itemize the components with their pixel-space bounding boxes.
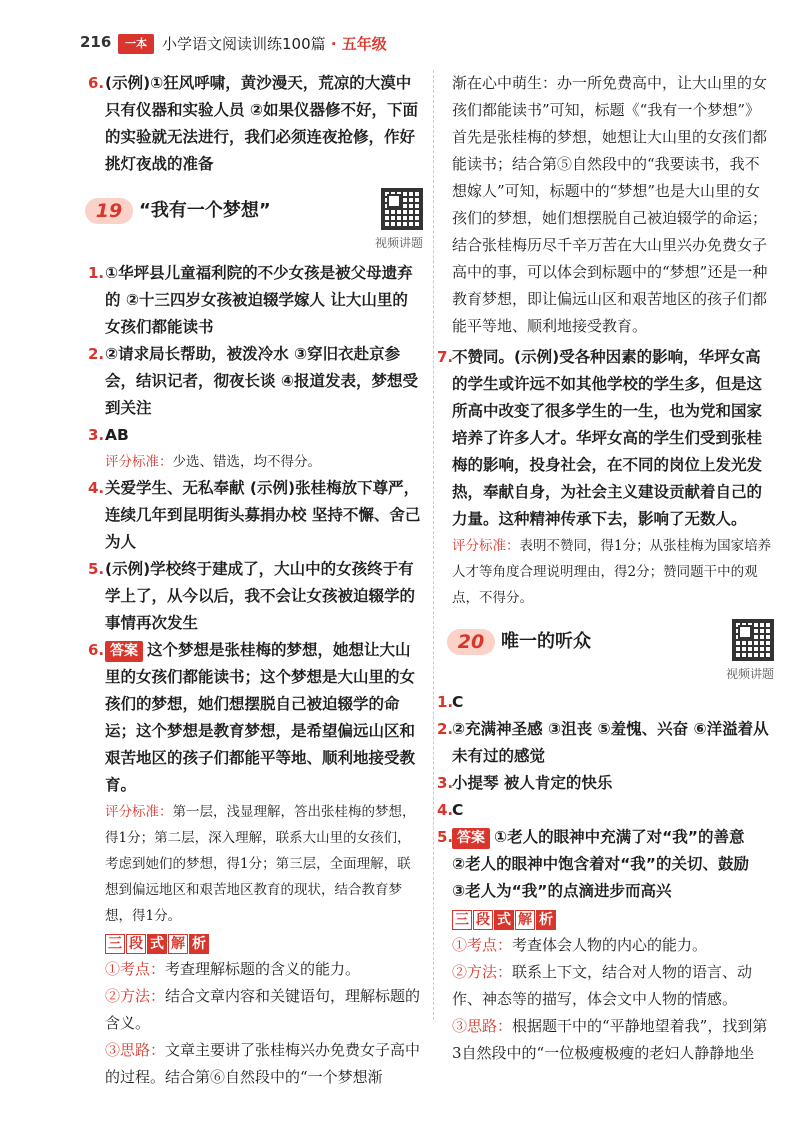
analysis-char: 三: [452, 910, 472, 930]
analysis-char: 三: [105, 934, 125, 954]
video-link-label[interactable]: 视频讲题: [725, 667, 774, 681]
right-column: [437, 70, 774, 1067]
analysis-char: 段: [126, 934, 146, 954]
answer-item: [88, 475, 423, 556]
scoring-label: 评分标准：: [452, 538, 520, 554]
analysis-heading: [105, 933, 423, 954]
analysis-method: [105, 983, 423, 1037]
analysis-char: 式: [147, 934, 167, 954]
scoring-note: [105, 449, 423, 475]
answer-item: [88, 422, 423, 449]
video-link-label[interactable]: 视频讲题: [374, 236, 423, 250]
analysis-text: 联系上下文，结合对人物的语言、动作、神态等的描写，体会文中人物的情感。: [452, 963, 753, 1008]
analysis-text: 考查理解标题的含义的能力。: [165, 960, 361, 978]
answer-line: ②老人的眼神中饱含着对“我”的关切、鼓励: [452, 855, 749, 873]
analysis-text: 根据题干中的“平静地望着我”，找到第3自然段中的“一位极瘦极瘦的老妇人静静地坐: [452, 1017, 768, 1062]
item-number: 6.: [88, 641, 105, 659]
section-header-19: [85, 188, 423, 252]
answer-item: [437, 716, 774, 770]
answer-text: ②请求局长帮助，被泼冷水 ③穿旧衣赴京参会，结识记者，彻夜长谈 ④报道发表，梦想受到关注: [105, 345, 419, 417]
answer-item: [437, 770, 774, 797]
qr-code-icon[interactable]: [381, 188, 423, 230]
answer-item: [88, 70, 423, 178]
answer-text: (示例)①狂风呼啸，黄沙漫天，荒凉的大漠中只有仪器和实验人员 ②如果仪器修不好，下面的实验就无法进行，我们必须连夜抢修，作好挑灯夜战的准备: [105, 74, 419, 173]
analysis-label: ③思路：: [452, 1017, 513, 1035]
answer-text: ①华坪县儿童福利院的不少女孩是被父母遗弃的 ②十三四岁女孩被迫辍学嫁人 让大山里的女孩们都能读书: [105, 264, 413, 336]
answer-badge: 答案: [105, 641, 143, 662]
answer-text: 不赞同。(示例)受各种因素的影响，华坪女高的学生或许远不如其他学校的学生多，但是这所高中改变了很多学生的一生，也为党和国家培养了许多人才。华坪女高的学生们受到张桂梅的影响，投身社会，在不同的岗位上发光发热，奉献自身，为社会主义建设贡献着自己的力量。这种精神传承下去，影响了无数人。: [452, 348, 763, 528]
answer-item: [437, 824, 774, 905]
analysis-char: 式: [494, 910, 514, 930]
column-divider: [433, 70, 434, 1020]
scoring-label: 评分标准：: [105, 454, 173, 470]
answer-text: 关爱学生、无私奉献 (示例)张桂梅放下尊严，连续几年到昆明街头募捐办校 坚持不懈、舍己为人: [105, 479, 421, 551]
analysis-char: 析: [189, 934, 209, 954]
analysis-text: 考查体会人物的内心的能力。: [512, 936, 708, 954]
analysis-label: ②方法：: [452, 963, 513, 981]
answer-text: AB: [105, 426, 129, 444]
grade-label: 五年级: [341, 35, 387, 53]
item-number: 6.: [88, 74, 105, 92]
item-number: 5.: [88, 560, 105, 578]
section-title: “我有一个梦想”: [139, 200, 271, 221]
analysis-thinking: [452, 1013, 774, 1067]
item-number: 3.: [437, 774, 454, 792]
item-number: 4.: [437, 801, 454, 819]
analysis-text: 结合文章内容和关键语句，理解标题的含义。: [105, 987, 421, 1032]
item-number: 5.: [437, 828, 454, 846]
analysis-point: [105, 956, 423, 983]
scoring-text: 少选、错选，均不得分。: [172, 454, 321, 470]
answer-line: ③老人为“我”的点滴进步而高兴: [452, 882, 672, 900]
answer-item: [88, 637, 423, 799]
analysis-label: ②方法：: [105, 987, 166, 1005]
left-column: [88, 70, 423, 1091]
answer-text: 小提琴 被人肯定的快乐: [452, 774, 613, 792]
scoring-note: [452, 533, 774, 611]
scoring-text: 表明不赞同，得1分；从张桂梅为国家培养人才等角度合理说明理由，得2分；赞同题干中的观点，不得分。: [452, 538, 772, 606]
answer-text: ②充满神圣感 ③沮丧 ⑤羞愧、兴奋 ⑥洋溢着从未有过的感觉: [452, 720, 769, 765]
answer-item: [437, 689, 774, 716]
item-number: 3.: [88, 426, 105, 444]
answer-text: C: [452, 693, 464, 711]
analysis-method: [452, 959, 774, 1013]
qr-code-icon[interactable]: [732, 619, 774, 661]
section-number: 20: [447, 629, 495, 655]
page-number: 216: [80, 33, 112, 51]
analysis-heading: [452, 909, 774, 930]
answer-item: [437, 797, 774, 824]
answer-text: (示例)学校终于建成了，大山中的女孩终于有学上了，从今以后，我不会让女孩被迫辍学的事情再次发生: [105, 560, 416, 632]
analysis-continued: 渐在心中萌生：办一所免费高中，让大山里的女孩们都能读书”可知，标题《“我有一个梦想”》首先是张桂梅的梦想，她想让大山里的女孩们都能读书；结合第⑤自然段中的“我要读书，我不想嫁人”可知，标题中的“梦想”也是大山里的女孩们的梦想，她们想摆脱自己被迫辍学的命运；结合张桂梅历尽千辛万苦在大山里兴办免费女子高中的事，可以体会到标题中的“梦想”还是一种教育梦想，即让偏远山区和艰苦地区的孩子们都能平等地、顺利地接受教育。: [452, 74, 768, 335]
answer-badge: 答案: [452, 828, 490, 849]
item-number: 1.: [88, 264, 105, 282]
scoring-label: 评分标准：: [105, 804, 173, 820]
scoring-text: 第一层，浅显理解，答出张桂梅的梦想，得1分；第二层，深入理解，联系大山里的女孩们，考虑到她们的梦想，得1分；第三层，全面理解，联想到偏远地区和艰苦地区教育的现状，结合教育梦想，得1分。: [105, 804, 416, 924]
section-number: 19: [85, 198, 133, 224]
analysis-char: 析: [536, 910, 556, 930]
analysis-char: 解: [168, 934, 188, 954]
analysis-label: ①考点：: [105, 960, 166, 978]
item-number: 1.: [437, 693, 454, 711]
analysis-char: 解: [515, 910, 535, 930]
answer-line: ①老人的眼神中充满了对“我”的善意: [494, 828, 745, 846]
section-title: 唯一的听众: [501, 631, 591, 652]
item-number: 7.: [437, 348, 454, 366]
answer-item: [437, 344, 774, 533]
book-title: 小学语文阅读训练100篇: [162, 35, 326, 53]
answer-item: [88, 260, 423, 341]
answer-text: C: [452, 801, 464, 819]
book-title-line: 小学语文阅读训练100篇 · 五年级: [162, 35, 387, 53]
item-number: 2.: [437, 720, 454, 738]
item-number: 4.: [88, 479, 105, 497]
answer-item: [88, 341, 423, 422]
brand-logo: 一本: [118, 34, 154, 54]
analysis-thinking: [105, 1037, 423, 1091]
scoring-note: [105, 799, 423, 929]
analysis-char: 段: [473, 910, 493, 930]
analysis-text: 文章主要讲了张桂梅兴办免费女子高中的过程。结合第⑥自然段中的“一个梦想渐: [105, 1041, 421, 1086]
section-header-20: [447, 619, 774, 681]
analysis-label: ①考点：: [452, 936, 513, 954]
analysis-point: [452, 932, 774, 959]
answer-text: 这个梦想是张桂梅的梦想，她想让大山里的女孩们都能读书；这个梦想是大山里的女孩们的梦想，她们想摆脱自己被迫辍学的命运；这个梦想是教育梦想，是希望偏远山区和艰苦地区的孩子们都能平等地、顺利地接受教育。: [105, 641, 416, 794]
answer-item: [88, 556, 423, 637]
analysis-label: ③思路：: [105, 1041, 166, 1059]
item-number: 2.: [88, 345, 105, 363]
